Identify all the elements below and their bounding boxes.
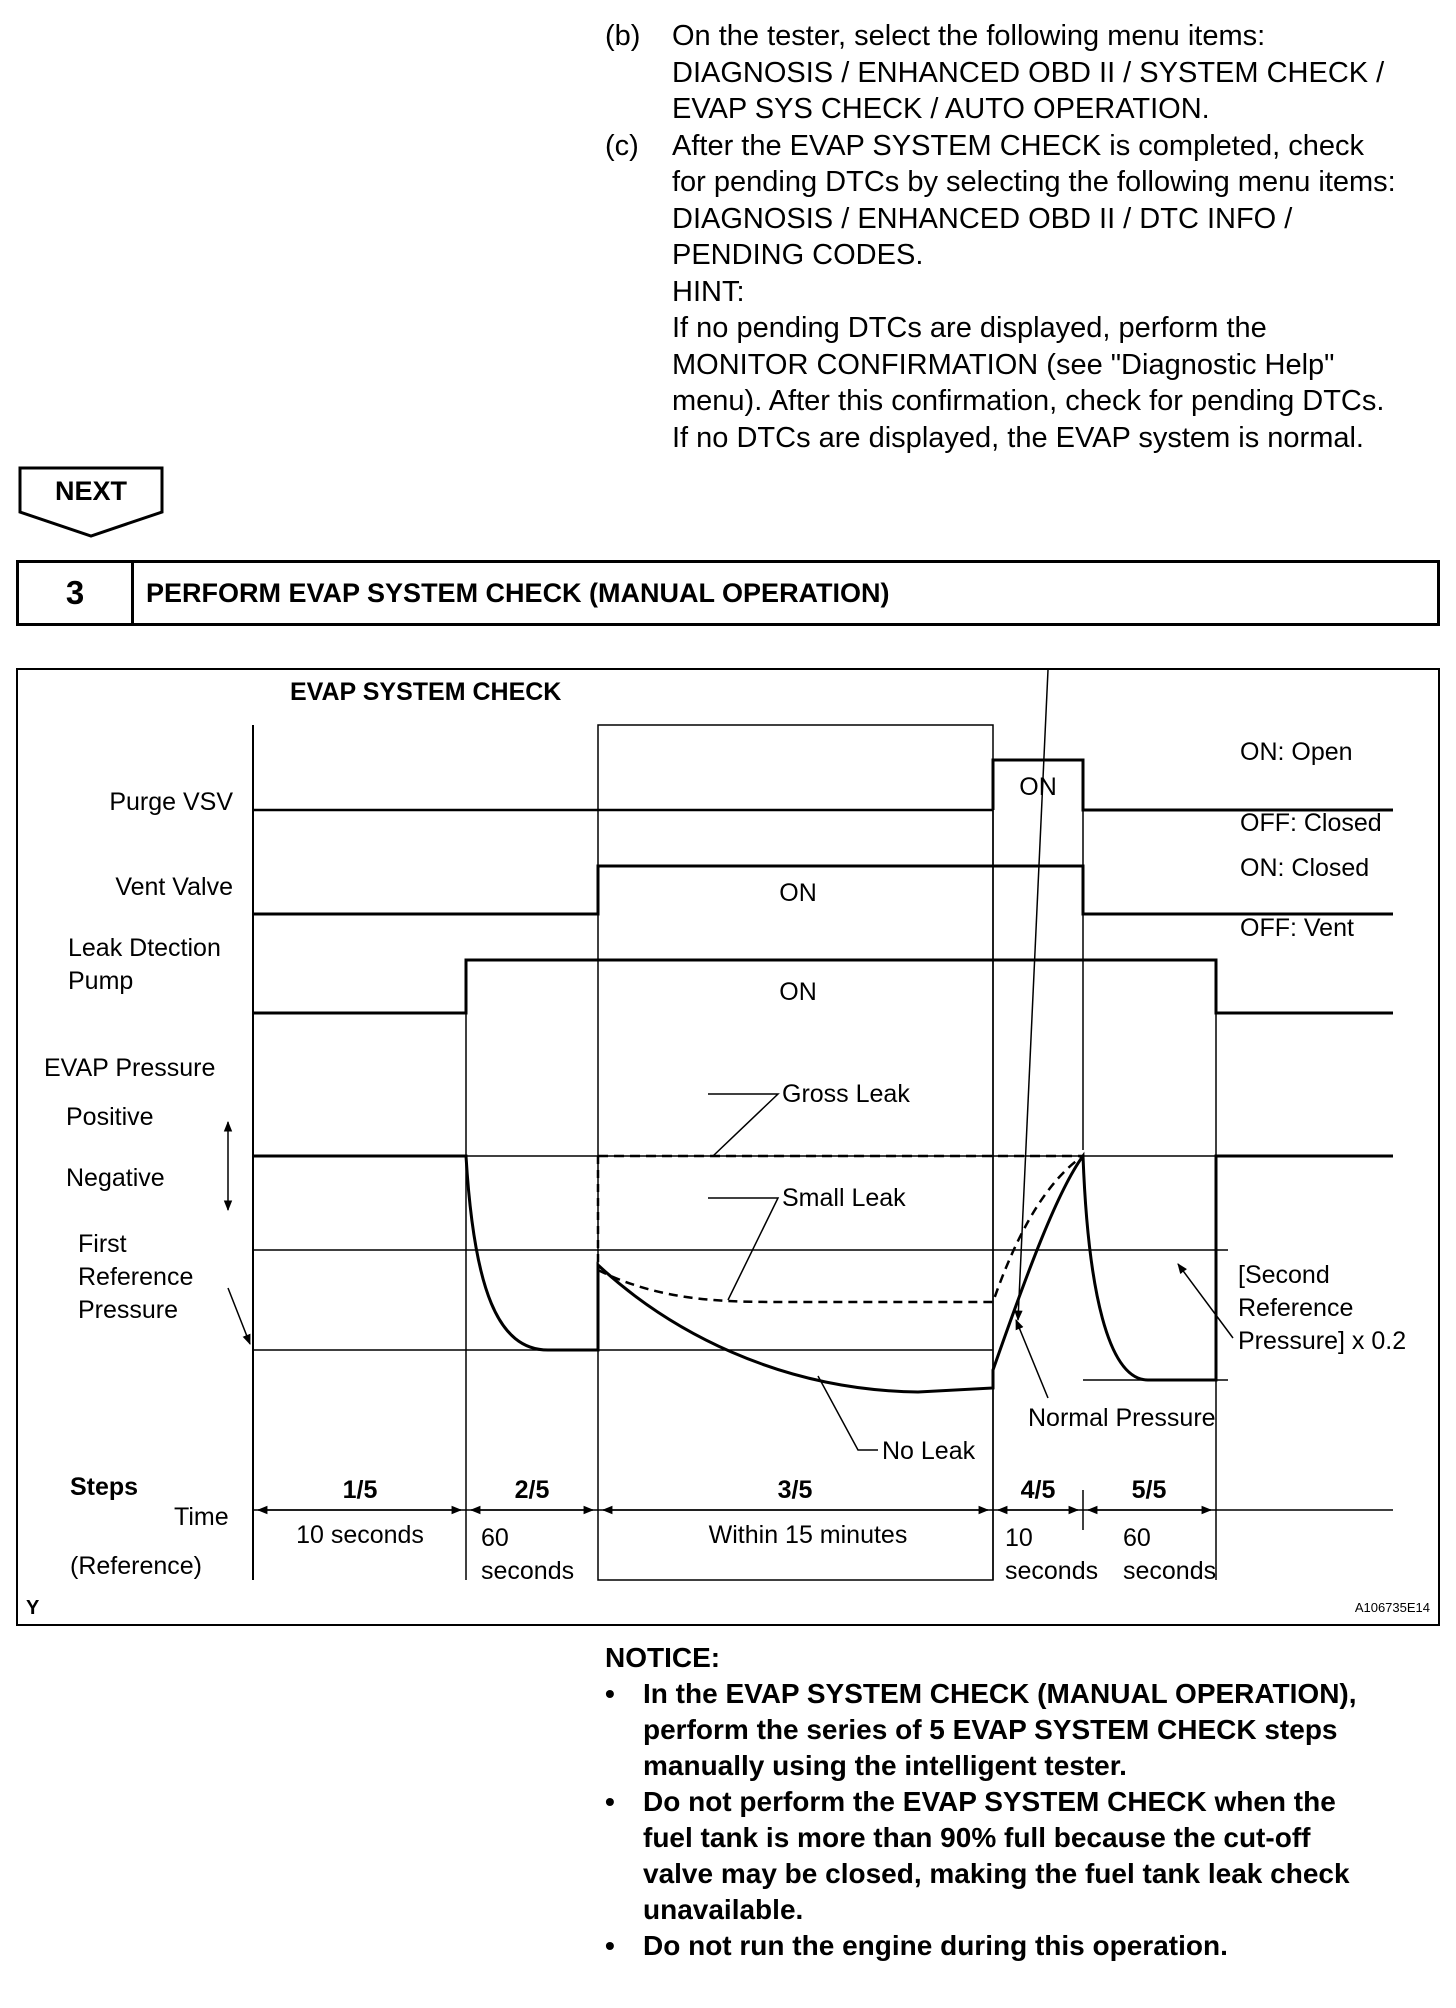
positive-label: Positive: [66, 1103, 154, 1131]
step-title: PERFORM EVAP SYSTEM CHECK (MANUAL OPERATION): [146, 577, 890, 608]
instruction-steps: [605, 18, 1445, 456]
step-label: (b): [605, 20, 641, 52]
first-ref-label-3: Pressure: [78, 1296, 179, 1324]
first-ref-arrow-icon: [228, 1288, 250, 1344]
vent-valve-signal: [253, 866, 1393, 914]
purge-on-label: ON: [1019, 773, 1057, 801]
leak-pump-signal: [253, 960, 1393, 1013]
step-2-label: 2/5: [514, 1476, 550, 1504]
step-4-time: 10: [1005, 1524, 1033, 1552]
bullet-icon: •: [605, 1930, 615, 1961]
on-closed-label: ON: Closed: [1240, 854, 1370, 882]
instruction-step-b: [605, 18, 1445, 128]
step-4-frame: [993, 760, 1083, 1150]
step-label: (c): [605, 129, 639, 162]
bullet-icon: •: [605, 1678, 615, 1709]
notice-section: [605, 1640, 1445, 1964]
second-ref-label-3: Pressure] x 0.2: [1238, 1327, 1407, 1355]
step-line: After the EVAP SYSTEM CHECK is completed, check: [672, 129, 1364, 162]
instruction-step-c: [605, 128, 1445, 457]
step-line: PENDING CODES.: [672, 239, 924, 271]
step-4-time-2: seconds: [1005, 1557, 1099, 1585]
step-3-label: 3/5: [777, 1476, 813, 1504]
second-ref-label: [Second: [1238, 1261, 1330, 1289]
notice-line: Do not perform the EVAP SYSTEM CHECK when the: [643, 1786, 1336, 1817]
normal-pressure-arrow-icon: [1016, 1320, 1048, 1398]
step-2-time-2: seconds: [481, 1557, 575, 1585]
time-label: Time: [174, 1503, 229, 1531]
vent-on-label: ON: [779, 879, 817, 907]
corner-mark: Y: [26, 1597, 40, 1619]
step-1-time: 10 seconds: [296, 1521, 424, 1549]
pump-on-label: ON: [779, 978, 817, 1006]
second-ref-label-2: Reference: [1238, 1294, 1354, 1322]
notice-item: [605, 1784, 1445, 1928]
negative-label: Negative: [66, 1164, 165, 1192]
normal-pressure-label: Normal Pressure: [1028, 1404, 1216, 1432]
second-ref-arrow-icon: [1178, 1264, 1233, 1338]
vent-valve-label: Vent Valve: [115, 873, 233, 901]
notice-line: perform the series of 5 EVAP SYSTEM CHECK steps: [643, 1714, 1338, 1745]
notice-line: unavailable.: [643, 1894, 804, 1925]
step-5-time-2: seconds: [1123, 1557, 1217, 1585]
leak-pump-label-2: Pump: [68, 967, 134, 995]
notice-line: Do not run the engine during this operation.: [643, 1930, 1228, 1961]
hint-label: HINT:: [672, 275, 745, 308]
step-2-time: 60: [481, 1524, 509, 1552]
next-indicator: [18, 466, 164, 538]
notice-item: [605, 1928, 1445, 1964]
step-1-label: 1/5: [342, 1476, 378, 1504]
on-open-label: ON: Open: [1240, 738, 1353, 766]
notice-line: In the EVAP SYSTEM CHECK (MANUAL OPERATION),: [643, 1678, 1357, 1709]
steps-label: Steps: [70, 1473, 139, 1501]
gross-leak-label: Gross Leak: [782, 1080, 910, 1108]
off-vent-label: OFF: Vent: [1240, 914, 1354, 942]
evap-timing-diagram: [16, 668, 1440, 1626]
step-number: 3: [19, 563, 134, 623]
pressure-curve-small-leak: [598, 1156, 1083, 1302]
step-line: for pending DTCs by selecting the following menu items:: [672, 166, 1396, 198]
hint-line: MONITOR CONFIRMATION (see "Diagnostic Help": [672, 348, 1335, 381]
leak-pump-label: Leak Dtection: [68, 934, 221, 962]
hint-line: If no DTCs are displayed, the EVAP system is normal.: [672, 421, 1364, 454]
off-closed-label: OFF: Closed: [1240, 809, 1382, 837]
notice-line: fuel tank is more than 90% full because the cut-off: [643, 1822, 1311, 1853]
notice-line: valve may be closed, making the fuel tank leak check: [643, 1858, 1350, 1889]
small-leak-label: Small Leak: [782, 1184, 906, 1212]
hint-line: menu). After this confirmation, check for pending DTCs.: [672, 385, 1385, 417]
next-label: NEXT: [54, 476, 127, 506]
purge-vsv-label: Purge VSV: [109, 788, 233, 816]
reference-label: (Reference): [70, 1552, 202, 1580]
notice-title: NOTICE:: [605, 1642, 721, 1673]
step-5-label: 5/5: [1131, 1476, 1167, 1504]
step-header: [16, 560, 1440, 626]
figure-id: A106735E14: [1354, 1600, 1430, 1615]
no-leak-label: No Leak: [882, 1437, 976, 1465]
notice-item: [605, 1676, 1445, 1784]
first-ref-label-2: Reference: [78, 1263, 194, 1291]
step-3-time: Within 15 minutes: [708, 1521, 908, 1549]
bullet-icon: •: [605, 1786, 615, 1817]
step-5-time: 60: [1123, 1524, 1151, 1552]
hint-line: If no pending DTCs are displayed, perform the: [672, 312, 1267, 344]
step-line: On the tester, select the following menu items:: [672, 20, 1266, 52]
step-line: DIAGNOSIS / ENHANCED OBD II / SYSTEM CHECK /: [672, 56, 1385, 89]
step-line: DIAGNOSIS / ENHANCED OBD II / DTC INFO /: [672, 202, 1293, 235]
step-line: EVAP SYS CHECK / AUTO OPERATION.: [672, 93, 1210, 125]
evap-pressure-label: EVAP Pressure: [44, 1054, 216, 1082]
notice-line: manually using the intelligent tester.: [643, 1750, 1127, 1781]
first-ref-label: First: [78, 1230, 127, 1258]
step-4-label: 4/5: [1020, 1476, 1056, 1504]
diagram-title: EVAP SYSTEM CHECK: [290, 678, 562, 706]
